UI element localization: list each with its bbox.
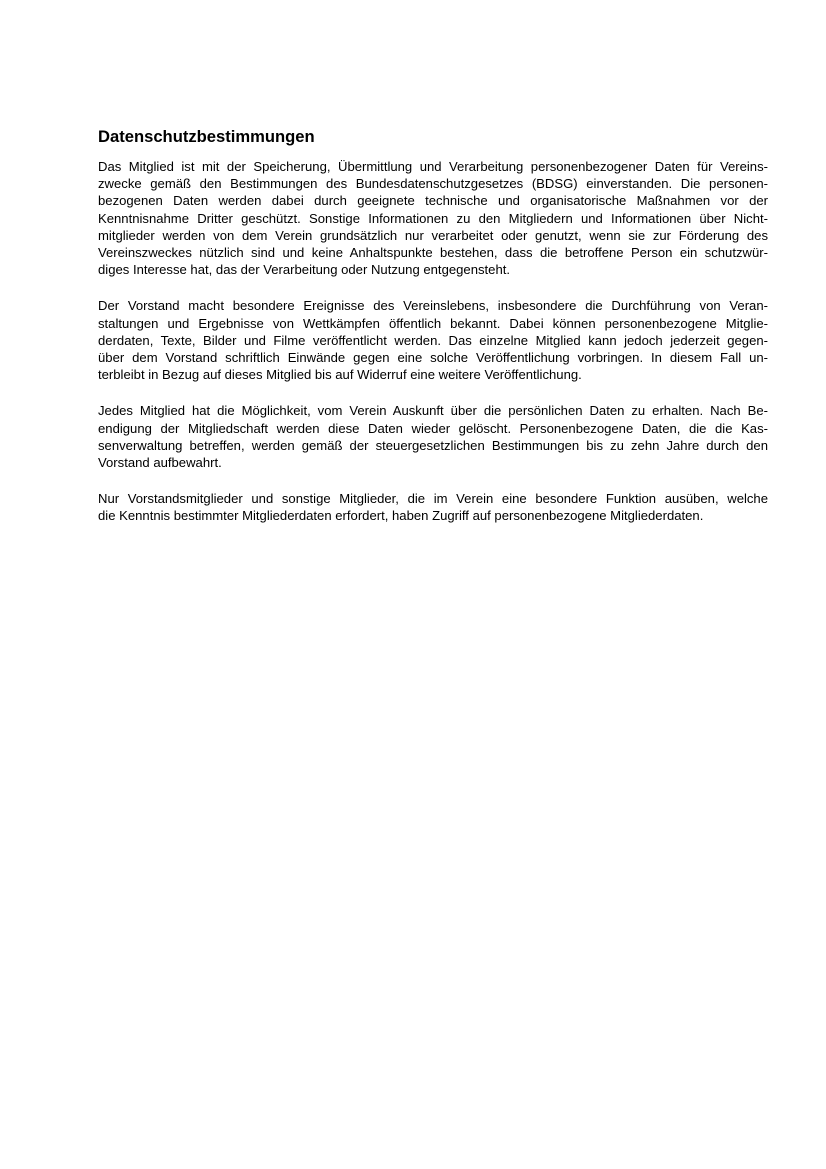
paragraph-line: derdaten, Texte, Bilder und Filme veröffentlicht werden. Das einzelne Mitglied kann jedoch jederzeit gegen- bbox=[98, 332, 768, 348]
paragraph-line: staltungen und Ergebnisse von Wettkämpfen öffentlich bekannt. Dabei können personenbezogene Mitglie- bbox=[98, 315, 768, 331]
paragraph-line: bezogenen Daten werden dabei durch geeignete technische und organisatorische Maßnahmen vor der bbox=[98, 193, 768, 209]
paragraph-line: Vorstand aufbewahrt. bbox=[98, 455, 222, 471]
document-page bbox=[98, 127, 768, 544]
paragraph-line: endigung der Mitgliedschaft werden diese Daten wieder gelöscht. Personenbezogene Daten, die die Kas- bbox=[98, 420, 768, 436]
paragraph-line: Jedes Mitglied hat die Möglichkeit, vom Verein Auskunft über die persönlichen Daten zu erhalten. Nach Be- bbox=[98, 403, 768, 419]
paragraph-line: mitglieder werden von dem Verein grundsätzlich nur verarbeitet oder genutzt, wenn sie zur Förderung des bbox=[98, 227, 768, 243]
paragraph-line: Nur Vorstandsmitglieder und sonstige Mitglieder, die im Verein eine besondere Funktion ausüben, welche bbox=[98, 491, 768, 507]
paragraph-line: Der Vorstand macht besondere Ereignisse des Vereinslebens, insbesondere die Durchführung von Veran- bbox=[98, 298, 768, 314]
paragraph-line: diges Interesse hat, das der Verarbeitung oder Nutzung entgegensteht. bbox=[98, 262, 511, 278]
paragraph-line: Vereinszweckes nützlich sind und keine Anhaltspunkte bestehen, dass die betroffene Person ein schutzwür- bbox=[98, 245, 768, 261]
paragraph-data-access bbox=[98, 490, 768, 524]
paragraph-line: die Kenntnis bestimmter Mitgliederdaten erfordert, haben Zugriff auf personenbezogene Mitgliederdaten. bbox=[98, 508, 704, 524]
paragraph-line: Kenntnisnahme Dritter geschützt. Sonstige Informationen zu den Mitgliedern und Informationen über Nicht- bbox=[98, 210, 768, 226]
paragraph-publications bbox=[98, 297, 768, 383]
paragraph-line: zwecke gemäß den Bestimmungen des Bundesdatenschutzgesetzes (BDSG) einverstanden. Die personen- bbox=[98, 176, 768, 192]
paragraph-line: senverwaltung betreffen, werden gemäß der steuergesetzlichen Bestimmungen bis zu zehn Jahre durch den bbox=[98, 437, 768, 453]
paragraph-line: Das Mitglied ist mit der Speicherung, Übermittlung und Verarbeitung personenbezogener Daten für Vereins- bbox=[98, 159, 768, 174]
paragraph-information-rights bbox=[98, 402, 768, 471]
paragraph-line: über dem Vorstand schriftlich Einwände gegen eine solche Veröffentlichung vorbringen. In diesem Fall un- bbox=[98, 350, 768, 366]
paragraph-line: terbleibt in Bezug auf dieses Mitglied bis auf Widerruf eine weitere Veröffentlichung. bbox=[98, 367, 582, 383]
paragraph-data-processing-consent bbox=[98, 158, 768, 278]
document-title: Datenschutzbestimmungen bbox=[98, 127, 315, 146]
